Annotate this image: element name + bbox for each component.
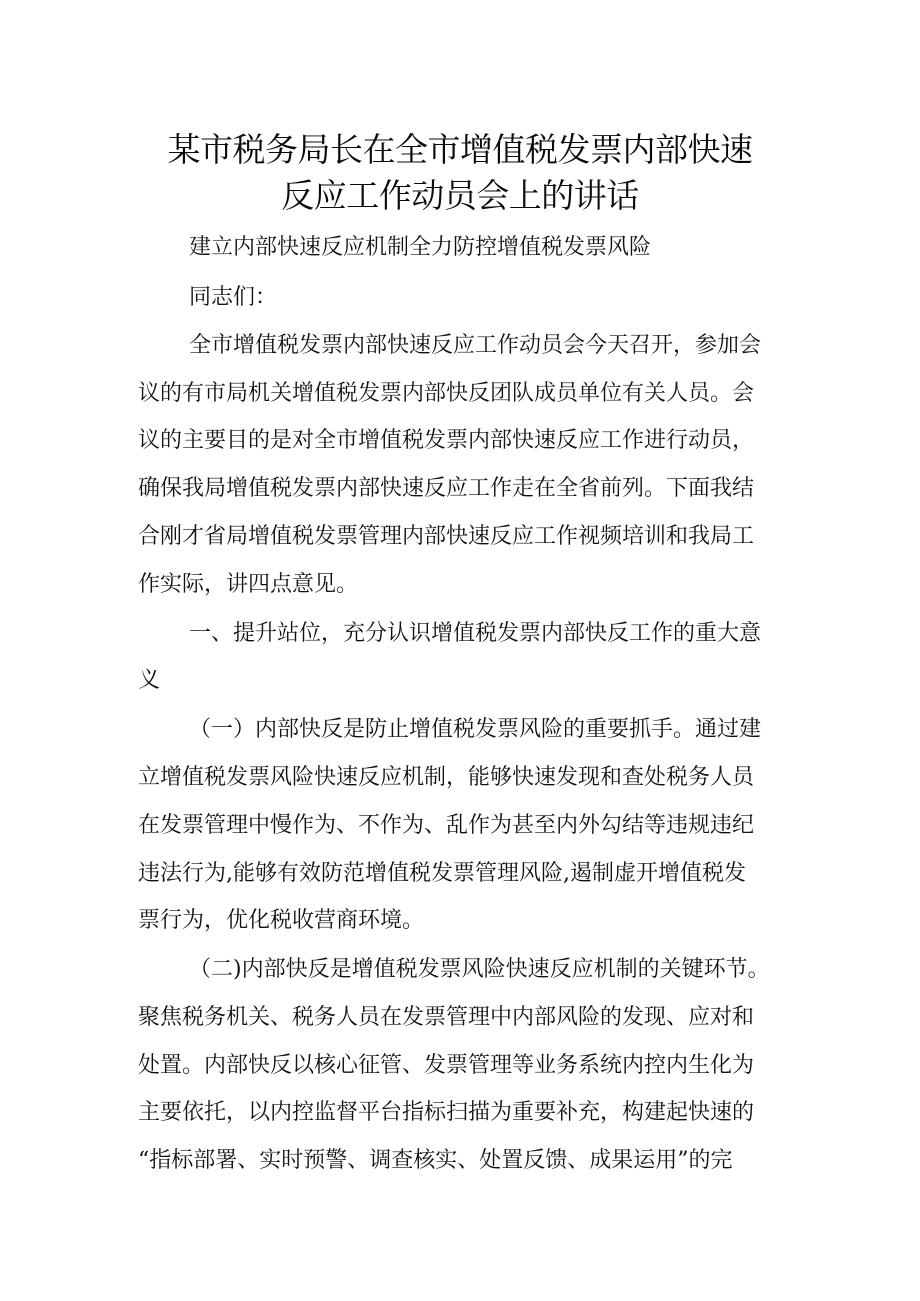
paragraph-2-line-2: 立增值税发票风险快速反应机制，能够快速发现和查处税务人员	[138, 765, 755, 790]
paragraph-3-line-4: 主要依托，以内控监督平台指标扫描为重要补充，构建起快速的	[138, 1100, 755, 1125]
document-subtitle: 建立内部快速反应机制全力防控增值税发票风险	[189, 235, 652, 260]
paragraph-1-line-6: 作实际，讲四点意见。	[138, 572, 359, 597]
paragraph-1-line-2: 议的有市局机关增值税发票内部快反团队成员单位有关人员。会	[138, 381, 755, 406]
section-heading-1-line-1: 一、提升站位，充分认识增值税发票内部快反工作的重大意	[189, 621, 762, 646]
document-title-line-1: 某市税务局长在全市增值税发票内部快速	[167, 130, 753, 169]
paragraph-3-line-3: 处置。内部快反以核心征管、发票管理等业务系统内控内生化为	[138, 1053, 755, 1078]
paragraph-2-line-4: 违法行为,能够有效防范增值税发票管理风险,遏制虚开增值税发	[138, 861, 746, 886]
section-heading-1-line-2: 义	[138, 668, 161, 693]
paragraph-2-line-3: 在发票管理中慢作为、不作为、乱作为甚至内外勾结等违规违纪	[138, 813, 755, 838]
document-title-line-2: 反应工作动员会上的讲话	[281, 176, 639, 215]
paragraph-3-line-2: 聚焦税务机关、税务人员在发票管理中内部风险的发现、应对和	[138, 1005, 755, 1030]
paragraph-2-line-1: （一）内部快反是防止增值税发票风险的重要抓手。通过建	[189, 717, 762, 742]
paragraph-1-line-1: 全市增值税发票内部快速反应工作动员会今天召开，参加会	[189, 333, 762, 358]
paragraph-2-line-5: 票行为，优化税收营商环境。	[138, 908, 425, 933]
paragraph-1-line-5: 合刚才省局增值税发票管理内部快速反应工作视频培训和我局工	[138, 524, 755, 549]
paragraph-3-line-1: （二)内部快反是增值税发票风险快速反应机制的关键环节。	[189, 957, 770, 982]
paragraph-1-line-3: 议的主要目的是对全市增值税发票内部快速反应工作进行动员，	[138, 428, 755, 453]
salutation: 同志们：	[189, 285, 278, 310]
paragraph-3-line-5: “指标部署、实时预警、调查核实、处置反馈、成果运用”的完	[138, 1148, 733, 1173]
paragraph-1-line-4: 确保我局增值税发票内部快速反应工作走在全省前列。下面我结	[138, 476, 755, 501]
